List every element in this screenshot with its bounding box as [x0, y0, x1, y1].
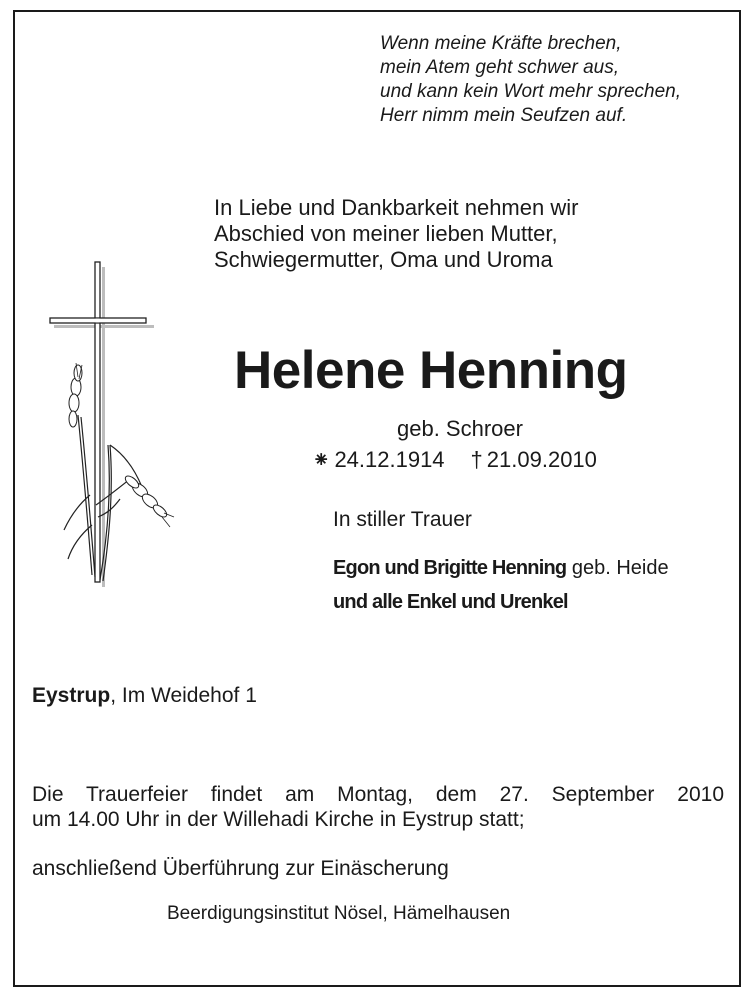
cremation-note: anschließend Überführung zur Einäscherung — [32, 857, 449, 880]
address-town: Eystrup — [32, 684, 111, 707]
poem-line: und kann kein Wort mehr sprechen, — [380, 81, 681, 102]
deceased-name: Helene Henning — [234, 341, 628, 400]
intro-line: Schwiegermutter, Oma und Uroma — [214, 247, 553, 272]
funeral-line: Die Trauerfeier findet am Montag, dem 27. September 2010 — [32, 783, 724, 806]
intro-line: In Liebe und Dankbarkeit nehmen wir — [214, 195, 579, 220]
poem — [380, 32, 681, 128]
family-names — [333, 551, 669, 619]
poem-line: Wenn meine Kräfte brechen, — [380, 33, 622, 54]
address — [32, 684, 257, 708]
grandchildren: und alle Enkel und Urenkel — [333, 591, 568, 613]
poem-line: mein Atem geht schwer aus, — [380, 57, 620, 78]
poem-line: Herr nimm mein Seufzen auf. — [380, 105, 628, 126]
birth-star-icon: ⁕ — [312, 447, 331, 472]
death-cross-icon: † — [470, 447, 483, 472]
intro-line: Abschied von meiner lieben Mutter, — [214, 221, 558, 246]
funeral-info — [32, 782, 724, 832]
life-dates — [312, 447, 597, 473]
mourning-heading: In stiller Trauer — [333, 508, 472, 531]
cross-with-wheat-icon — [40, 255, 180, 595]
funeral-line: um 14.00 Uhr in der Willehadi Kirche in Eystrup statt; — [32, 808, 525, 831]
birth-name: geb. Schroer — [397, 416, 523, 441]
undertaker: Beerdigungsinstitut Nösel, Hämelhausen — [167, 903, 511, 924]
death-date: 21.09.2010 — [486, 447, 597, 472]
family-suffix: geb. Heide — [571, 557, 669, 579]
family-bold: Egon und Brigitte Henning — [333, 557, 567, 579]
birth-date: 24.12.1914 — [334, 447, 445, 472]
address-street: , Im Weidehof 1 — [110, 684, 257, 707]
intro-text — [214, 195, 578, 273]
